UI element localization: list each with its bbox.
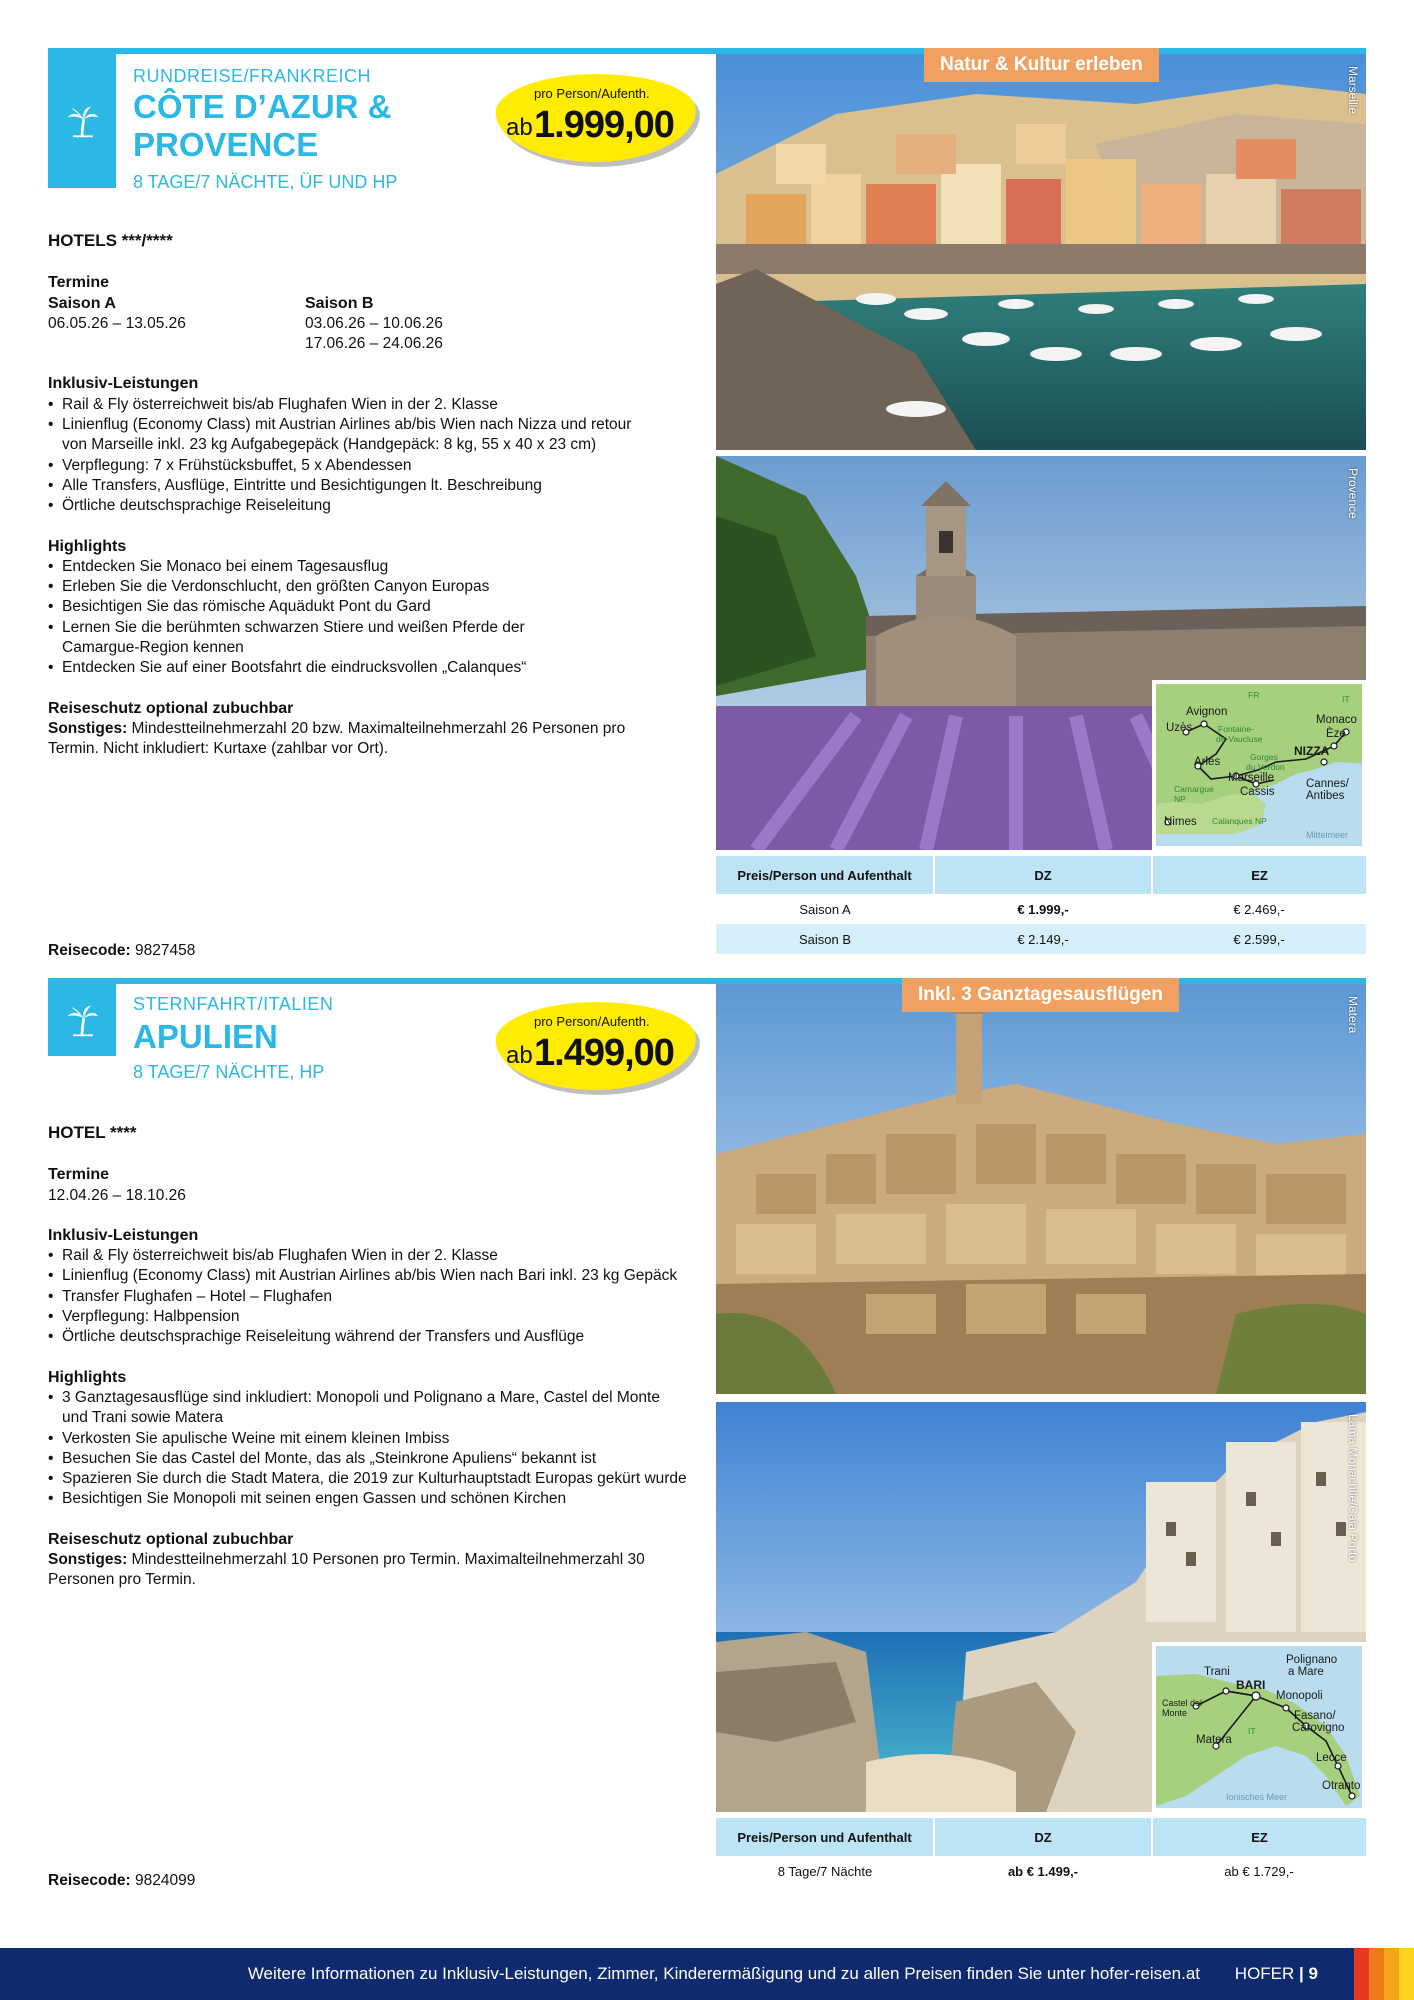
map-label: Polignano	[1286, 1654, 1338, 1666]
map-label: Fontaine-	[1218, 724, 1254, 734]
table-row	[716, 1856, 1366, 1886]
highlights-block	[48, 537, 708, 679]
map-label: Monte	[1162, 1708, 1188, 1718]
sonstiges-block	[48, 699, 648, 760]
inklusiv-block	[48, 1226, 708, 1348]
saison-b-date: 17.06.26 – 24.06.26	[305, 335, 443, 353]
palm-tree-icon-box	[48, 984, 116, 1056]
table-header: DZ	[934, 856, 1152, 894]
map-label: Avignon	[1186, 706, 1228, 718]
sonstiges-value: Mindestteilnehmerzahl 20 bzw. Maximalteilnehmerzahl 26 Personen pro Termin. Nicht inkludiert: Kurtaxe (zahlbar vor Ort).	[48, 719, 626, 758]
termine-heading: Termine	[48, 1166, 110, 1184]
stripe-orange	[1369, 1948, 1384, 2000]
trip-subtitle: 8 TAGE/7 NÄCHTE, HP	[133, 1062, 325, 1082]
palm-tree-icon-box	[48, 54, 116, 188]
map-label: Camargue	[1174, 784, 1214, 794]
map-label: Arles	[1194, 756, 1221, 768]
trip-title-line2: PROVENCE	[133, 126, 319, 163]
saison-columns	[48, 294, 708, 355]
list-item: • Besichtigen Sie Monopoli mit seinen engen Gassen und schönen Kirchen	[48, 1489, 708, 1509]
saison-a	[48, 294, 305, 355]
trip-details	[48, 1123, 708, 1611]
photo-credit: Provence	[1346, 468, 1360, 519]
promo-badge: Inkl. 3 Ganztagesausflügen	[902, 978, 1179, 1012]
map-label: Calanques NP	[1212, 816, 1267, 826]
termine-block	[48, 1165, 708, 1206]
price-tag-amount: 1.999,00	[534, 104, 674, 146]
map-label: IT	[1342, 694, 1350, 704]
sonstiges-text	[48, 719, 648, 760]
table-header: DZ	[934, 1818, 1152, 1856]
price-tag-amount: 1.499,00	[534, 1032, 674, 1074]
saison-b	[305, 294, 562, 355]
table-row	[716, 924, 1366, 954]
list-item: • Transfer Flughafen – Hotel – Flughafen	[48, 1287, 708, 1307]
map-label: Marseille	[1228, 772, 1275, 784]
table-cell: € 2.149,-	[934, 924, 1152, 954]
price-tag-label: pro Person/Aufenth.	[534, 86, 650, 101]
trip-title	[133, 88, 392, 164]
reisecode	[48, 1872, 195, 1890]
sonstiges-label: Sonstiges:	[48, 1551, 128, 1569]
reisecode-label: Reisecode:	[48, 942, 131, 959]
map-label: Uzès	[1166, 722, 1193, 734]
sonstiges-text	[48, 1550, 678, 1591]
highlights-heading: Highlights	[48, 1368, 127, 1386]
saison-b-date: 03.06.26 – 10.06.26	[305, 314, 443, 332]
footer-brand: HOFER	[1234, 1964, 1295, 1983]
saison-a-date: 06.05.26 – 13.05.26	[48, 314, 186, 332]
page-footer	[0, 1948, 1414, 2000]
inklusiv-list	[48, 395, 708, 517]
stripe-red	[1354, 1948, 1369, 2000]
price-tag	[496, 1002, 696, 1090]
price-tag-label: pro Person/Aufenth.	[534, 1014, 650, 1029]
trip-section-apulien	[48, 978, 1366, 1898]
hotel-category: HOTEL ****	[48, 1123, 137, 1142]
trip-title-line1: CÔTE D’AZUR &	[133, 88, 392, 125]
map-label: Nimes	[1164, 816, 1197, 828]
list-item: • Entdecken Sie Monaco bei einem Tagesausflug	[48, 557, 708, 577]
table-cell: Saison B	[716, 924, 934, 954]
table-cell: ab € 1.499,-	[1007, 1863, 1079, 1879]
inklusiv-heading: Inklusiv-Leistungen	[48, 1226, 199, 1244]
map-label: de-Vaucluse	[1216, 734, 1263, 744]
highlights-list	[48, 557, 708, 679]
price-tag	[496, 74, 696, 162]
list-item: • Örtliche deutschsprachige Reiseleitung	[48, 496, 708, 516]
trip-subtitle: 8 TAGE/7 NÄCHTE, ÜF UND HP	[133, 172, 398, 192]
highlights-heading: Highlights	[48, 537, 127, 555]
reisecode-value: 9824099	[130, 1872, 196, 1889]
photo-matera	[716, 984, 1366, 1394]
palm-tree-icon	[64, 103, 100, 139]
table-cell: € 2.599,-	[1152, 924, 1366, 954]
footer-page: 9	[1308, 1964, 1318, 1983]
map-label: Mittelmeer	[1306, 830, 1349, 840]
footer-color-stripes	[1354, 1948, 1414, 2000]
photo-credit: Lama Monachile/Cala Porto	[1346, 1414, 1360, 1563]
footer-page-number	[1235, 1964, 1318, 1984]
sonstiges-block	[48, 1530, 678, 1591]
map-label: Cassis	[1240, 786, 1275, 798]
highlights-block	[48, 1368, 708, 1510]
trip-details	[48, 231, 708, 780]
list-item: • Erleben Sie die Verdonschlucht, den größten Canyon Europas	[48, 577, 708, 597]
map-label: Fasano/	[1294, 1710, 1336, 1722]
map-label: Otranto	[1322, 1780, 1361, 1792]
map-label: Monopoli	[1276, 1690, 1323, 1702]
list-item: • Spazieren Sie durch die Stadt Matera, die 2019 zur Kulturhauptstadt Europas gekürt wurde	[48, 1469, 708, 1489]
map-label: NIZZA	[1294, 744, 1330, 758]
list-item: • Verpflegung: Halbpension	[48, 1307, 708, 1327]
list-item: • Verpflegung: 7 x Frühstücksbuffet, 5 x Abendessen	[48, 456, 708, 476]
table-header-row	[716, 856, 1366, 894]
inklusiv-heading: Inklusiv-Leistungen	[48, 375, 199, 393]
footer-separator: |	[1299, 1964, 1304, 1983]
sonstiges-label: Sonstiges:	[48, 719, 128, 737]
table-cell: 8 Tage/7 Nächte	[777, 1863, 873, 1879]
map-label: a Mare	[1288, 1666, 1324, 1678]
palm-tree-icon	[64, 1002, 100, 1038]
table-cell: € 2.469,-	[1233, 901, 1285, 917]
list-item: • Örtliche deutschsprachige Reiseleitung während der Transfers und Ausflüge	[48, 1327, 708, 1347]
reisecode-value: 9827458	[130, 942, 196, 959]
table-header: Preis/Person und Aufenthalt	[716, 856, 934, 894]
map-label: Castel del	[1162, 1698, 1203, 1708]
list-item: • 3 Ganztagesausflüge sind inkludiert: Monopoli und Polignano a Mare, Castel del Monte und Trani sowie Matera	[48, 1388, 688, 1429]
table-header: EZ	[1152, 856, 1366, 894]
table-cell: ab € 1.729,-	[1224, 1863, 1294, 1879]
map-label: BARI	[1236, 1678, 1266, 1692]
highlights-list	[48, 1388, 708, 1510]
footer-info-text: Weitere Informationen zu Inklusiv-Leistungen, Zimmer, Kinderermäßigung und zu allen Preisen finden Sie unter hofer-reisen.at	[247, 1964, 1200, 1983]
map-label: Ionisches Meer	[1226, 1792, 1288, 1802]
map-label: Gorges	[1250, 752, 1278, 762]
reisecode-label: Reisecode:	[48, 1872, 131, 1889]
trip-kicker: STERNFAHRT/ITALIEN	[133, 994, 334, 1014]
route-map-cote-dazur	[1152, 680, 1366, 850]
list-item: • Linienflug (Economy Class) mit Austrian Airlines ab/bis Wien nach Bari inkl. 23 kg Gepäck	[48, 1266, 708, 1286]
list-item: • Linienflug (Economy Class) mit Austrian Airlines ab/bis Wien nach Nizza und retour von Marseille inkl. 23 kg Aufgabegepäck (Handgepäck: 8 kg, 55 x 40 x 23 cm)	[48, 415, 638, 456]
termine-dates: 12.04.26 – 18.10.26	[48, 1186, 186, 1204]
list-item: • Besuchen Sie das Castel del Monte, das als „Steinkrone Apuliens“ bekannt ist	[48, 1449, 708, 1469]
reisecode	[48, 942, 195, 960]
price-table	[716, 856, 1366, 954]
inklusiv-block	[48, 374, 708, 516]
list-item: • Alle Transfers, Ausflüge, Eintritte und Besichtigungen lt. Beschreibung	[48, 476, 708, 496]
map-label: Matera	[1196, 1734, 1232, 1746]
list-item: • Besichtigen Sie das römische Aquädukt Pont du Gard	[48, 597, 708, 617]
map-label: FR	[1248, 690, 1260, 700]
map-label: IT	[1248, 1726, 1256, 1736]
matera-illustration	[716, 984, 1366, 1394]
map-label: NP	[1174, 794, 1186, 804]
map-label: Monaco	[1316, 714, 1357, 726]
trip-section-cote-dazur	[48, 48, 1366, 963]
map-label: Èze	[1326, 728, 1346, 740]
price-tag-prefix: ab	[506, 1042, 533, 1069]
photo-credit: Marseille	[1346, 66, 1360, 115]
table-header: Preis/Person und Aufenthalt	[716, 1818, 934, 1856]
saison-b-heading: Saison B	[305, 294, 374, 312]
map-label: Lecce	[1316, 1752, 1347, 1764]
trip-kicker: RUNDREISE/FRANKREICH	[133, 66, 372, 86]
list-item: • Rail & Fly österreichweit bis/ab Flughafen Wien in der 2. Klasse	[48, 395, 708, 415]
sonstiges-value: Mindestteilnehmerzahl 10 Personen pro Termin. Maximalteilnehmerzahl 30 Personen pro Termin.	[48, 1551, 645, 1589]
table-header: EZ	[1152, 1818, 1366, 1856]
hotel-category: HOTELS ***/****	[48, 231, 173, 250]
price-tag-prefix: ab	[506, 114, 533, 141]
photo-marseille	[716, 54, 1366, 450]
reiseschutz-note: Reiseschutz optional zubuchbar	[48, 699, 294, 717]
trip-title: APULIEN	[133, 1018, 278, 1055]
map-label: Trani	[1204, 1666, 1230, 1678]
map-label: Cannes/	[1306, 778, 1349, 790]
table-row	[716, 894, 1366, 924]
list-item: • Verkosten Sie apulische Weine mit einem kleinen Imbiss	[48, 1429, 708, 1449]
marseille-illustration	[716, 54, 1366, 450]
table-cell: Saison A	[799, 901, 851, 917]
list-item: • Rail & Fly österreichweit bis/ab Flughafen Wien in der 2. Klasse	[48, 1246, 708, 1266]
photo-credit: Matera	[1346, 996, 1360, 1034]
saison-a-heading: Saison A	[48, 294, 116, 312]
price-table	[716, 1818, 1366, 1886]
termine-block	[48, 273, 708, 354]
termine-heading: Termine	[48, 274, 110, 292]
list-item: • Entdecken Sie auf einer Bootsfahrt die eindrucksvollen „Calanques“	[48, 658, 708, 678]
inklusiv-list	[48, 1246, 708, 1347]
promo-badge: Natur & Kultur erleben	[924, 48, 1159, 82]
map-label: Antibes	[1306, 790, 1345, 802]
map-label: du Verdon	[1246, 762, 1285, 772]
table-header-row	[716, 1818, 1366, 1856]
stripe-amber	[1384, 1948, 1399, 2000]
reiseschutz-note: Reiseschutz optional zubuchbar	[48, 1530, 294, 1548]
stripe-yellow	[1399, 1948, 1414, 2000]
list-item: • Lernen Sie die berühmten schwarzen Stiere und weißen Pferde der Camargue-Region kennen	[48, 618, 528, 659]
map-label: Carovigno	[1292, 1722, 1345, 1734]
route-map-apulien	[1152, 1642, 1366, 1812]
table-cell: € 1.999,-	[1017, 901, 1069, 917]
